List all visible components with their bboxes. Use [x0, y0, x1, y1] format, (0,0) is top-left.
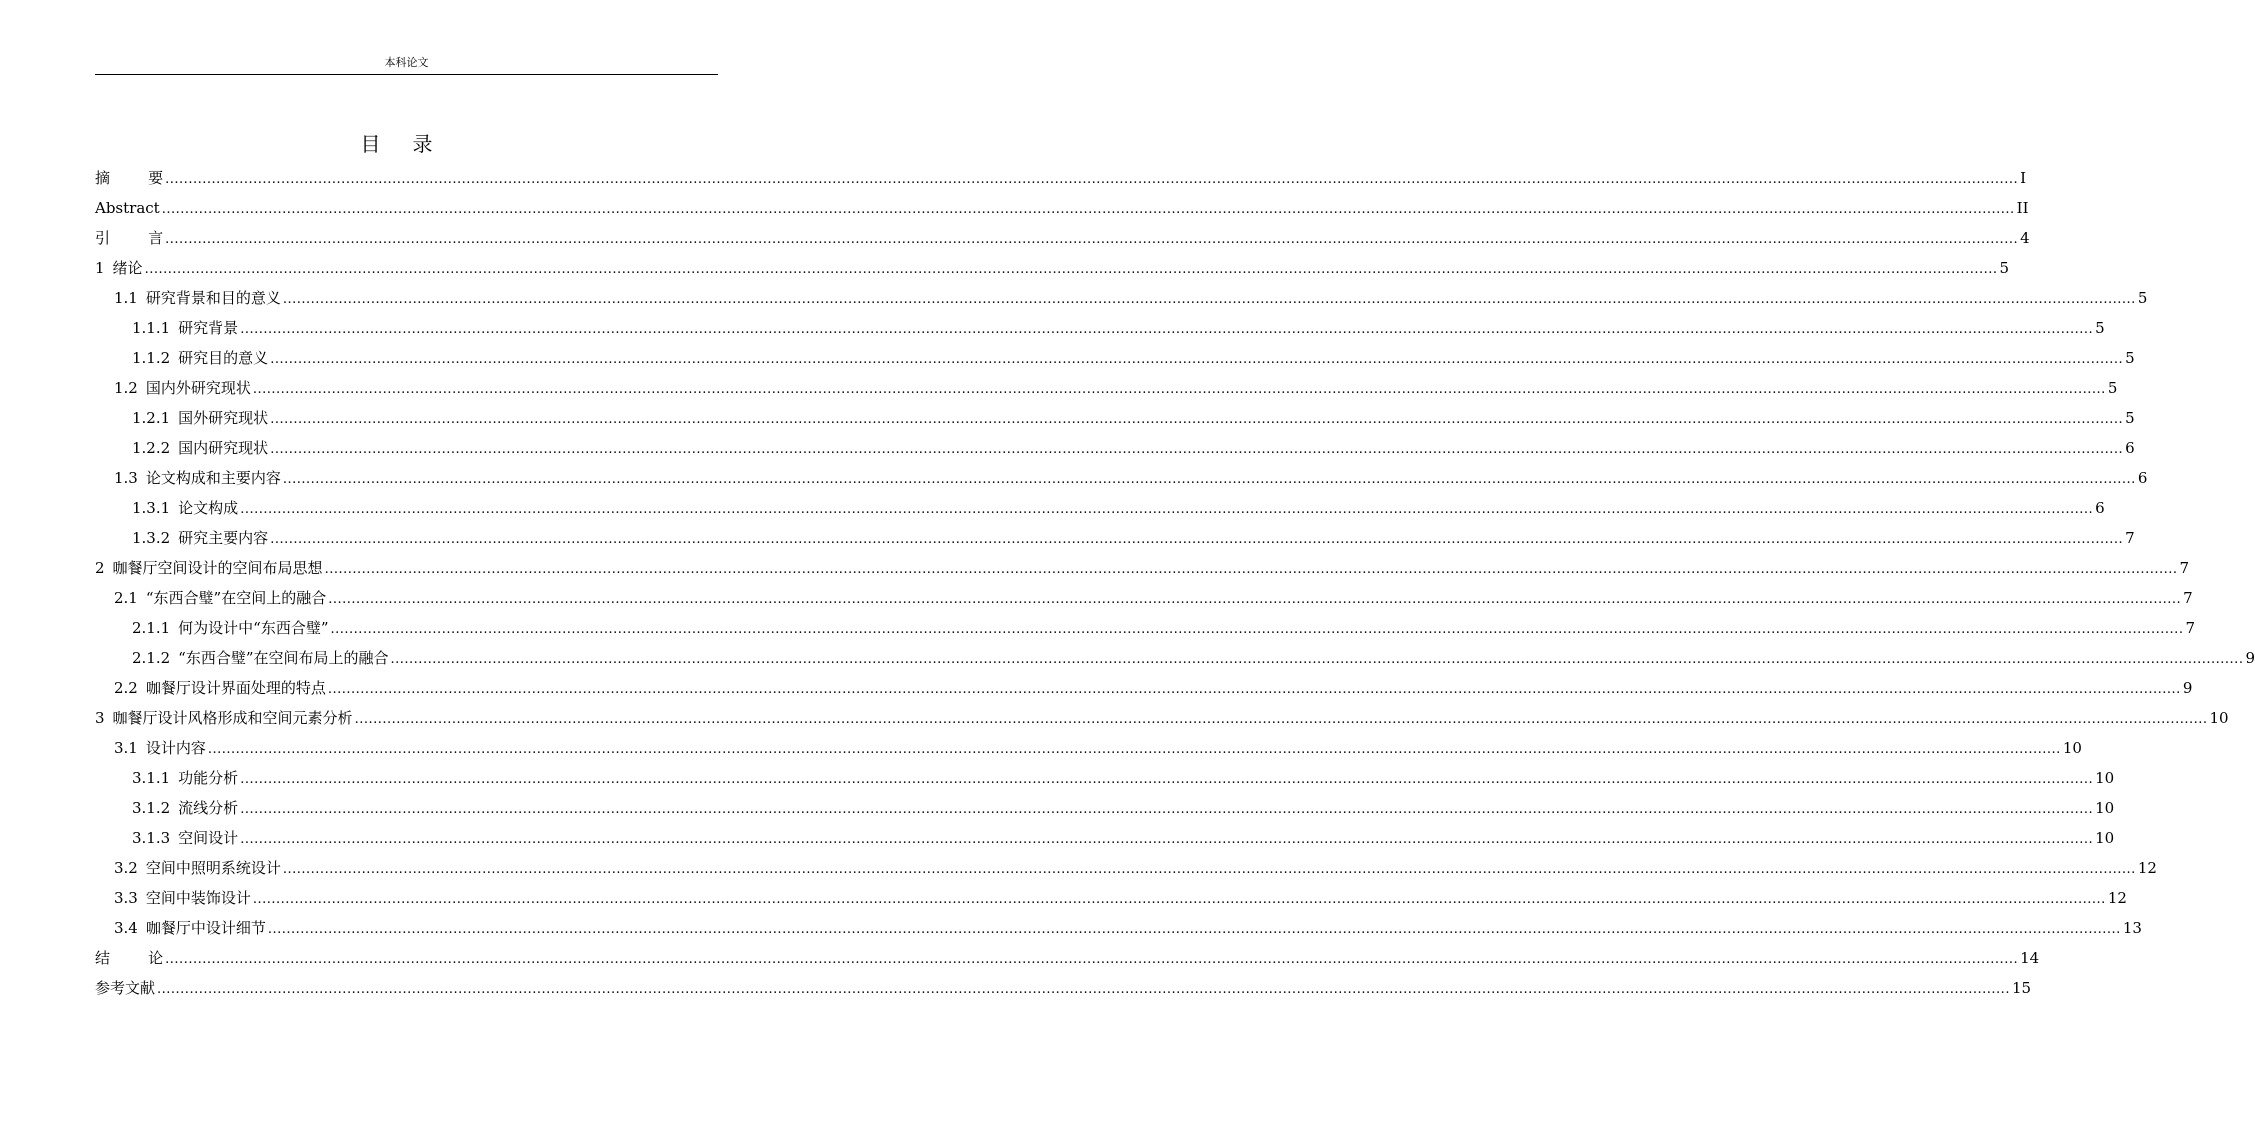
toc-entry-text: 国内外研究现状	[145, 379, 251, 397]
toc-entry-label	[95, 943, 163, 973]
toc-entry[interactable]	[95, 643, 2255, 673]
toc-dot-leader: ................................................................................................................................................................................................................................................................................................................................................................................................................	[330, 622, 2184, 637]
toc-entry-text: 咖餐厅设计界面处理的特点	[145, 679, 326, 697]
toc-entry-number: 2	[95, 559, 105, 577]
toc-entry-label	[95, 553, 323, 583]
toc-entry-page: 14	[2020, 949, 2040, 967]
toc-entry-label	[132, 433, 268, 463]
toc-dot-leader: ................................................................................................................................................................................................................................................................................................................................................................................................................	[240, 502, 2094, 517]
toc-entry-label	[132, 613, 329, 643]
toc-entry-text: 研究目的意义	[178, 349, 269, 367]
toc-entry[interactable]	[95, 373, 2118, 403]
toc-entry-label	[114, 853, 281, 883]
toc-entry-page: II	[2016, 199, 2029, 217]
table-of-contents	[95, 163, 2255, 1003]
toc-entry-text: 结 论	[95, 949, 164, 967]
toc-entry-text: 国外研究现状	[178, 409, 269, 427]
toc-entry-label	[95, 223, 163, 253]
toc-entry-label	[114, 913, 266, 943]
toc-entry[interactable]	[95, 613, 2195, 643]
toc-entry-text: 空间设计	[178, 829, 239, 847]
toc-dot-leader: ................................................................................................................................................................................................................................................................................................................................................................................................................	[240, 832, 2094, 847]
toc-entry[interactable]	[95, 193, 2029, 223]
toc-entry[interactable]	[95, 703, 2229, 733]
toc-entry-text: 摘 要	[95, 169, 164, 187]
toc-entry-text: 绪论	[112, 259, 143, 277]
toc-entry-text: 空间中照明系统设计	[145, 859, 281, 877]
toc-dot-leader: ................................................................................................................................................................................................................................................................................................................................................................................................................	[157, 982, 2010, 997]
toc-entry[interactable]	[95, 763, 2115, 793]
toc-entry[interactable]	[95, 223, 2030, 253]
toc-dot-leader: ................................................................................................................................................................................................................................................................................................................................................................................................................	[207, 742, 2061, 757]
toc-entry-label	[132, 763, 238, 793]
toc-entry-number: 1.3.1	[132, 499, 171, 517]
toc-entry[interactable]	[95, 583, 2193, 613]
toc-entry-label	[132, 523, 268, 553]
toc-entry-text: 设计内容	[145, 739, 206, 757]
toc-entry-page: 10	[2095, 799, 2115, 817]
toc-entry[interactable]	[95, 313, 2105, 343]
toc-entry-label	[95, 193, 160, 223]
toc-entry-page: 5	[2107, 379, 2118, 397]
toc-entry-text: 功能分析	[178, 769, 239, 787]
toc-entry-number: 3	[95, 709, 105, 727]
toc-entry-text: 研究主要内容	[178, 529, 269, 547]
toc-entry-page: 4	[2020, 229, 2030, 247]
toc-entry[interactable]	[95, 463, 2148, 493]
toc-entry-number: 3.1.1	[132, 769, 171, 787]
toc-entry-page: 6	[2137, 469, 2148, 487]
page-header: 本科论文	[384, 56, 429, 69]
toc-entry-text: 研究背景和目的意义	[145, 289, 281, 307]
toc-entry-text: 论文构成和主要内容	[145, 469, 281, 487]
toc-dot-leader: ................................................................................................................................................................................................................................................................................................................................................................................................................	[270, 442, 2124, 457]
toc-dot-leader: ................................................................................................................................................................................................................................................................................................................................................................................................................	[252, 382, 2106, 397]
toc-dot-leader: ................................................................................................................................................................................................................................................................................................................................................................................................................	[240, 772, 2094, 787]
toc-dot-leader: ................................................................................................................................................................................................................................................................................................................................................................................................................	[144, 262, 1998, 277]
toc-entry-page: 5	[2125, 349, 2135, 367]
toc-entry-label	[132, 823, 238, 853]
toc-dot-leader: ................................................................................................................................................................................................................................................................................................................................................................................................................	[165, 952, 2019, 967]
toc-entry-label	[114, 583, 326, 613]
toc-entry-number: 1.1.1	[132, 319, 171, 337]
toc-entry[interactable]	[95, 553, 2190, 583]
toc-entry-label	[132, 793, 238, 823]
toc-dot-leader: ................................................................................................................................................................................................................................................................................................................................................................................................................	[165, 232, 2019, 247]
toc-dot-leader: ................................................................................................................................................................................................................................................................................................................................................................................................................	[282, 862, 2136, 877]
toc-entry-page: 5	[2125, 409, 2135, 427]
toc-entry-label	[114, 463, 281, 493]
toc-entry-text: Abstract	[95, 199, 160, 217]
toc-entry-number: 3.1.3	[132, 829, 171, 847]
toc-entry-number: 3.3	[114, 889, 138, 907]
toc-entry-number: 1.1	[114, 289, 138, 307]
toc-entry-label	[132, 493, 238, 523]
toc-entry-text: 论文构成	[178, 499, 239, 517]
toc-entry[interactable]	[95, 883, 2127, 913]
toc-entry-text: “东西合璧”在空间上的融合	[145, 589, 327, 607]
toc-entry-number: 2.1.1	[132, 619, 171, 637]
toc-entry-label	[132, 403, 268, 433]
toc-entry[interactable]	[95, 163, 2027, 193]
toc-entry-page: 5	[2137, 289, 2148, 307]
toc-entry[interactable]	[95, 343, 2135, 373]
toc-entry-page: 7	[2183, 589, 2193, 607]
toc-entry-number: 3.1	[114, 739, 138, 757]
toc-entry-text: 引 言	[95, 229, 164, 247]
toc-dot-leader: ................................................................................................................................................................................................................................................................................................................................................................................................................	[282, 472, 2136, 487]
toc-entry-page: 13	[2122, 919, 2142, 937]
toc-dot-leader: ................................................................................................................................................................................................................................................................................................................................................................................................................	[270, 412, 2124, 427]
toc-dot-leader: ................................................................................................................................................................................................................................................................................................................................................................................................................	[240, 322, 2094, 337]
toc-entry-page: 9	[2245, 649, 2255, 667]
toc-dot-leader: ................................................................................................................................................................................................................................................................................................................................................................................................................	[282, 292, 2136, 307]
toc-entry[interactable]	[95, 793, 2115, 823]
toc-dot-leader: ................................................................................................................................................................................................................................................................................................................................................................................................................	[267, 922, 2121, 937]
toc-entry-page: 9	[2182, 679, 2193, 697]
toc-entry-page: 12	[2137, 859, 2157, 877]
toc-entry-number: 3.2	[114, 859, 138, 877]
toc-entry-text: “东西合璧”在空间布局上的融合	[178, 649, 389, 667]
toc-entry-label	[114, 283, 281, 313]
toc-entry-text: 国内研究现状	[178, 439, 269, 457]
toc-entry-label	[132, 343, 268, 373]
toc-entry[interactable]	[95, 943, 2040, 973]
toc-entry[interactable]	[95, 403, 2135, 433]
toc-dot-leader: ................................................................................................................................................................................................................................................................................................................................................................................................................	[252, 892, 2106, 907]
toc-entry-text: 咖餐厅设计风格形成和空间元素分析	[112, 709, 353, 727]
toc-entry-text: 咖餐厅中设计细节	[145, 919, 266, 937]
toc-dot-leader: ................................................................................................................................................................................................................................................................................................................................................................................................................	[270, 532, 2124, 547]
toc-dot-leader: ................................................................................................................................................................................................................................................................................................................................................................................................................	[354, 712, 2208, 727]
toc-entry-label	[95, 703, 353, 733]
toc-entry[interactable]	[95, 973, 2032, 1003]
toc-entry[interactable]	[95, 913, 2142, 943]
toc-dot-leader: ................................................................................................................................................................................................................................................................................................................................................................................................................	[390, 652, 2244, 667]
toc-entry[interactable]	[95, 523, 2135, 553]
toc-entry-page: 6	[2125, 439, 2135, 457]
toc-entry-text: 研究背景	[178, 319, 239, 337]
toc-entry-page: 15	[2011, 979, 2032, 997]
toc-entry-number: 1.2.1	[132, 409, 171, 427]
toc-entry-page: 7	[2179, 559, 2190, 577]
toc-dot-leader: ................................................................................................................................................................................................................................................................................................................................................................................................................	[324, 562, 2178, 577]
toc-entry-label	[132, 643, 389, 673]
toc-entry[interactable]	[95, 253, 2010, 283]
toc-entry-page: 10	[2062, 739, 2082, 757]
toc-entry-number: 3.1.2	[132, 799, 171, 817]
toc-entry-text: 何为设计中“东西合璧”	[178, 619, 329, 637]
toc-title: 目录	[360, 132, 465, 156]
toc-entry-page: 5	[1999, 259, 2010, 277]
toc-entry-label	[95, 163, 163, 193]
toc-entry-page: 5	[2095, 319, 2105, 337]
toc-entry[interactable]	[95, 673, 2193, 703]
toc-dot-leader: ................................................................................................................................................................................................................................................................................................................................................................................................................	[328, 592, 2182, 607]
toc-dot-leader: ................................................................................................................................................................................................................................................................................................................................................................................................................	[240, 802, 2094, 817]
toc-entry[interactable]	[95, 733, 2082, 763]
toc-entry-text: 参考文献	[95, 979, 156, 997]
toc-entry[interactable]	[95, 433, 2135, 463]
toc-entry-number: 2.1.2	[132, 649, 171, 667]
toc-entry-page: 6	[2095, 499, 2105, 517]
toc-dot-leader: ................................................................................................................................................................................................................................................................................................................................................................................................................	[327, 682, 2181, 697]
toc-dot-leader: ................................................................................................................................................................................................................................................................................................................................................................................................................	[270, 352, 2124, 367]
toc-entry-number: 2.2	[114, 679, 138, 697]
toc-entry-page: 10	[2095, 829, 2115, 847]
toc-entry-number: 1.1.2	[132, 349, 171, 367]
toc-entry-label	[95, 973, 155, 1003]
toc-entry-number: 1	[95, 259, 105, 277]
toc-entry-text: 流线分析	[178, 799, 239, 817]
toc-entry[interactable]	[95, 493, 2105, 523]
toc-entry-label	[95, 253, 143, 283]
toc-entry-number: 1.3	[114, 469, 138, 487]
toc-entry[interactable]	[95, 283, 2148, 313]
toc-entry-number: 3.4	[114, 919, 138, 937]
toc-entry-page: 12	[2107, 889, 2127, 907]
toc-entry-label	[114, 373, 251, 403]
toc-entry-number: 1.2.2	[132, 439, 171, 457]
toc-entry-page: 7	[2125, 529, 2135, 547]
toc-entry-number: 1.2	[114, 379, 138, 397]
toc-entry[interactable]	[95, 823, 2115, 853]
toc-entry-page: I	[2020, 169, 2027, 187]
toc-dot-leader: ................................................................................................................................................................................................................................................................................................................................................................................................................	[165, 172, 2019, 187]
toc-entry-text: 咖餐厅空间设计的空间布局思想	[112, 559, 323, 577]
toc-entry-number: 2.1	[114, 589, 138, 607]
toc-entry-text: 空间中装饰设计	[145, 889, 251, 907]
toc-entry-page: 7	[2185, 619, 2195, 637]
toc-entry-label	[114, 673, 326, 703]
toc-entry-label	[114, 883, 251, 913]
toc-entry-number: 1.3.2	[132, 529, 171, 547]
toc-entry-label	[114, 733, 206, 763]
toc-dot-leader: ................................................................................................................................................................................................................................................................................................................................................................................................................	[161, 202, 2015, 217]
toc-entry-page: 10	[2095, 769, 2115, 787]
toc-entry[interactable]	[95, 853, 2157, 883]
header-rule	[95, 74, 718, 75]
toc-entry-label	[132, 313, 238, 343]
toc-entry-page: 10	[2209, 709, 2229, 727]
